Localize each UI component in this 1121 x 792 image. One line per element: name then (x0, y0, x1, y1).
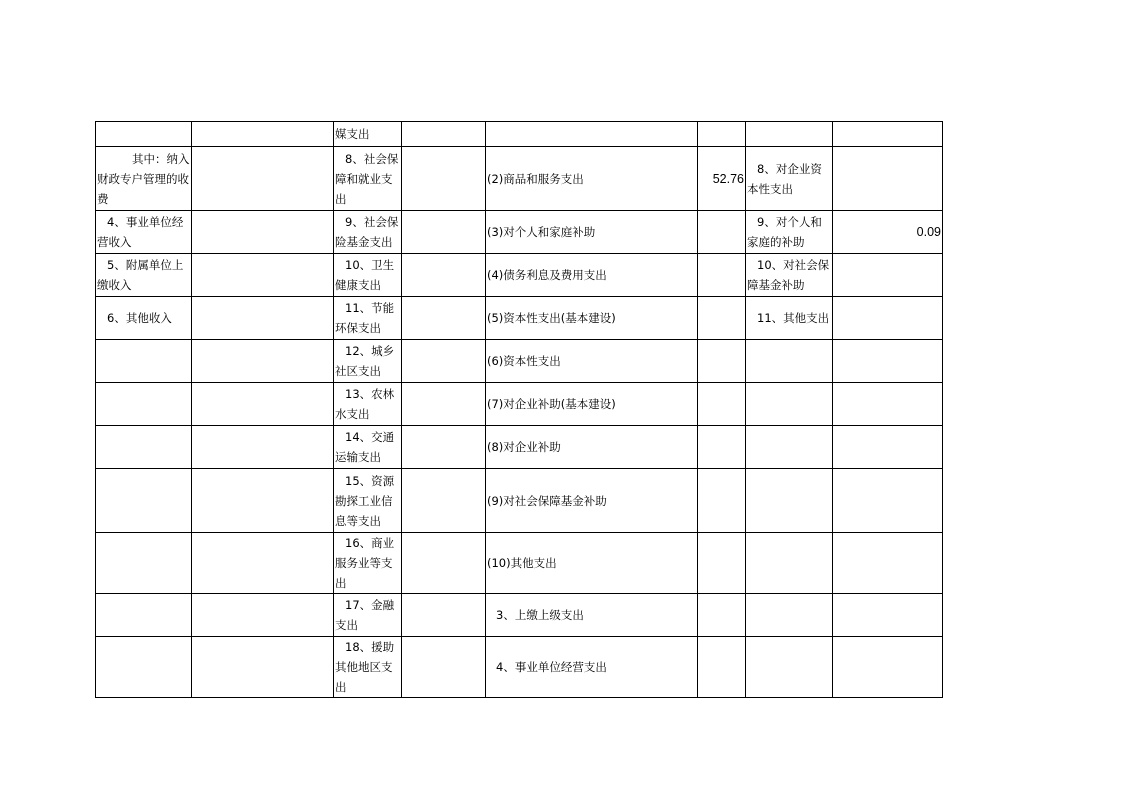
functional-amount-cell (402, 122, 486, 147)
income-amount-cell (192, 122, 334, 147)
economic-expense-cell: (4)债务利息及费用支出 (486, 254, 698, 297)
economic-expense-cell: (9)对社会保障基金补助 (486, 469, 698, 533)
economic-class-cell (746, 533, 833, 594)
functional-amount-cell (402, 533, 486, 594)
income-item-cell (96, 122, 192, 147)
economic-amount-cell (698, 122, 746, 147)
economic-class-cell (746, 469, 833, 533)
economic-amount-cell (698, 340, 746, 383)
economic-amount-cell (698, 383, 746, 426)
functional-expense-cell: 9、社会保险基金支出 (334, 211, 402, 254)
economic-class-cell (746, 340, 833, 383)
functional-expense-cell: 16、商业服务业等支出 (334, 533, 402, 594)
economic-expense-cell: 4、事业单位经营支出 (486, 637, 698, 698)
income-amount-cell (192, 469, 334, 533)
table-row (96, 469, 943, 533)
table-row (96, 254, 943, 297)
budget-table (95, 121, 943, 698)
table-row (96, 533, 943, 594)
income-item-cell (96, 383, 192, 426)
economic-class-cell: 9、对个人和家庭的补助 (746, 211, 833, 254)
functional-amount-cell (402, 254, 486, 297)
income-item-cell (96, 469, 192, 533)
economic-amount-cell (698, 637, 746, 698)
economic-expense-cell: (10)其他支出 (486, 533, 698, 594)
functional-amount-cell (402, 211, 486, 254)
income-amount-cell (192, 383, 334, 426)
income-item-cell: 4、事业单位经营收入 (96, 211, 192, 254)
functional-amount-cell (402, 383, 486, 426)
income-item-cell: 其中：纳入财政专户管理的收费 (96, 147, 192, 211)
table-row (96, 147, 943, 211)
economic-class-cell (746, 426, 833, 469)
table-row (96, 122, 943, 147)
income-item-cell: 6、其他收入 (96, 297, 192, 340)
economic-amount-cell (698, 297, 746, 340)
income-amount-cell (192, 297, 334, 340)
income-item-cell: 5、附属单位上缴收入 (96, 254, 192, 297)
economic-class-amount-cell (833, 383, 943, 426)
functional-expense-cell: 10、卫生健康支出 (334, 254, 402, 297)
functional-amount-cell (402, 426, 486, 469)
income-amount-cell (192, 340, 334, 383)
functional-expense-cell: 15、资源勘探工业信息等支出 (334, 469, 402, 533)
functional-amount-cell (402, 340, 486, 383)
economic-class-amount-cell (833, 147, 943, 211)
economic-amount-cell (698, 469, 746, 533)
income-amount-cell (192, 426, 334, 469)
economic-class-amount-cell (833, 426, 943, 469)
income-item-cell (96, 637, 192, 698)
functional-expense-cell: 11、节能环保支出 (334, 297, 402, 340)
economic-expense-cell: (2)商品和服务支出 (486, 147, 698, 211)
economic-class-amount-cell (833, 340, 943, 383)
functional-expense-cell: 8、社会保障和就业支出 (334, 147, 402, 211)
economic-class-amount-cell (833, 594, 943, 637)
economic-class-cell (746, 383, 833, 426)
income-item-cell (96, 340, 192, 383)
economic-expense-cell: (7)对企业补助(基本建设) (486, 383, 698, 426)
income-amount-cell (192, 211, 334, 254)
economic-class-amount-cell (833, 122, 943, 147)
economic-expense-cell: (5)资本性支出(基本建设) (486, 297, 698, 340)
economic-class-amount-cell (833, 533, 943, 594)
table-row (96, 297, 943, 340)
table-row (96, 594, 943, 637)
economic-amount-cell (698, 533, 746, 594)
income-amount-cell (192, 533, 334, 594)
table-row (96, 637, 943, 698)
economic-class-cell (746, 637, 833, 698)
economic-expense-cell: (8)对企业补助 (486, 426, 698, 469)
functional-amount-cell (402, 147, 486, 211)
table-row (96, 426, 943, 469)
table-row (96, 383, 943, 426)
economic-expense-cell: (3)对个人和家庭补助 (486, 211, 698, 254)
functional-amount-cell (402, 594, 486, 637)
economic-amount-cell (698, 211, 746, 254)
table-row (96, 340, 943, 383)
functional-amount-cell (402, 637, 486, 698)
income-amount-cell (192, 594, 334, 637)
functional-expense-cell: 17、金融支出 (334, 594, 402, 637)
economic-class-cell (746, 122, 833, 147)
income-item-cell (96, 533, 192, 594)
income-amount-cell (192, 254, 334, 297)
income-item-cell (96, 594, 192, 637)
economic-class-amount-cell (833, 469, 943, 533)
income-item-cell (96, 426, 192, 469)
economic-expense-cell (486, 122, 698, 147)
functional-expense-cell: 13、农林水支出 (334, 383, 402, 426)
economic-class-cell: 8、对企业资本性支出 (746, 147, 833, 211)
table-row (96, 211, 943, 254)
functional-expense-cell: 媒支出 (334, 122, 402, 147)
income-amount-cell (192, 637, 334, 698)
economic-class-cell (746, 594, 833, 637)
functional-expense-cell: 14、交通运输支出 (334, 426, 402, 469)
functional-expense-cell: 12、城乡社区支出 (334, 340, 402, 383)
functional-amount-cell (402, 297, 486, 340)
economic-class-amount-cell (833, 297, 943, 340)
economic-expense-cell: (6)资本性支出 (486, 340, 698, 383)
economic-class-amount-cell: 0.09 (833, 211, 943, 254)
economic-class-amount-cell (833, 254, 943, 297)
economic-amount-cell (698, 426, 746, 469)
economic-class-amount-cell (833, 637, 943, 698)
economic-class-cell: 11、其他支出 (746, 297, 833, 340)
economic-expense-cell: 3、上缴上级支出 (486, 594, 698, 637)
functional-expense-cell: 18、援助其他地区支出 (334, 637, 402, 698)
economic-amount-cell: 52.76 (698, 147, 746, 211)
economic-amount-cell (698, 594, 746, 637)
economic-class-cell: 10、对社会保障基金补助 (746, 254, 833, 297)
economic-amount-cell (698, 254, 746, 297)
functional-amount-cell (402, 469, 486, 533)
income-amount-cell (192, 147, 334, 211)
